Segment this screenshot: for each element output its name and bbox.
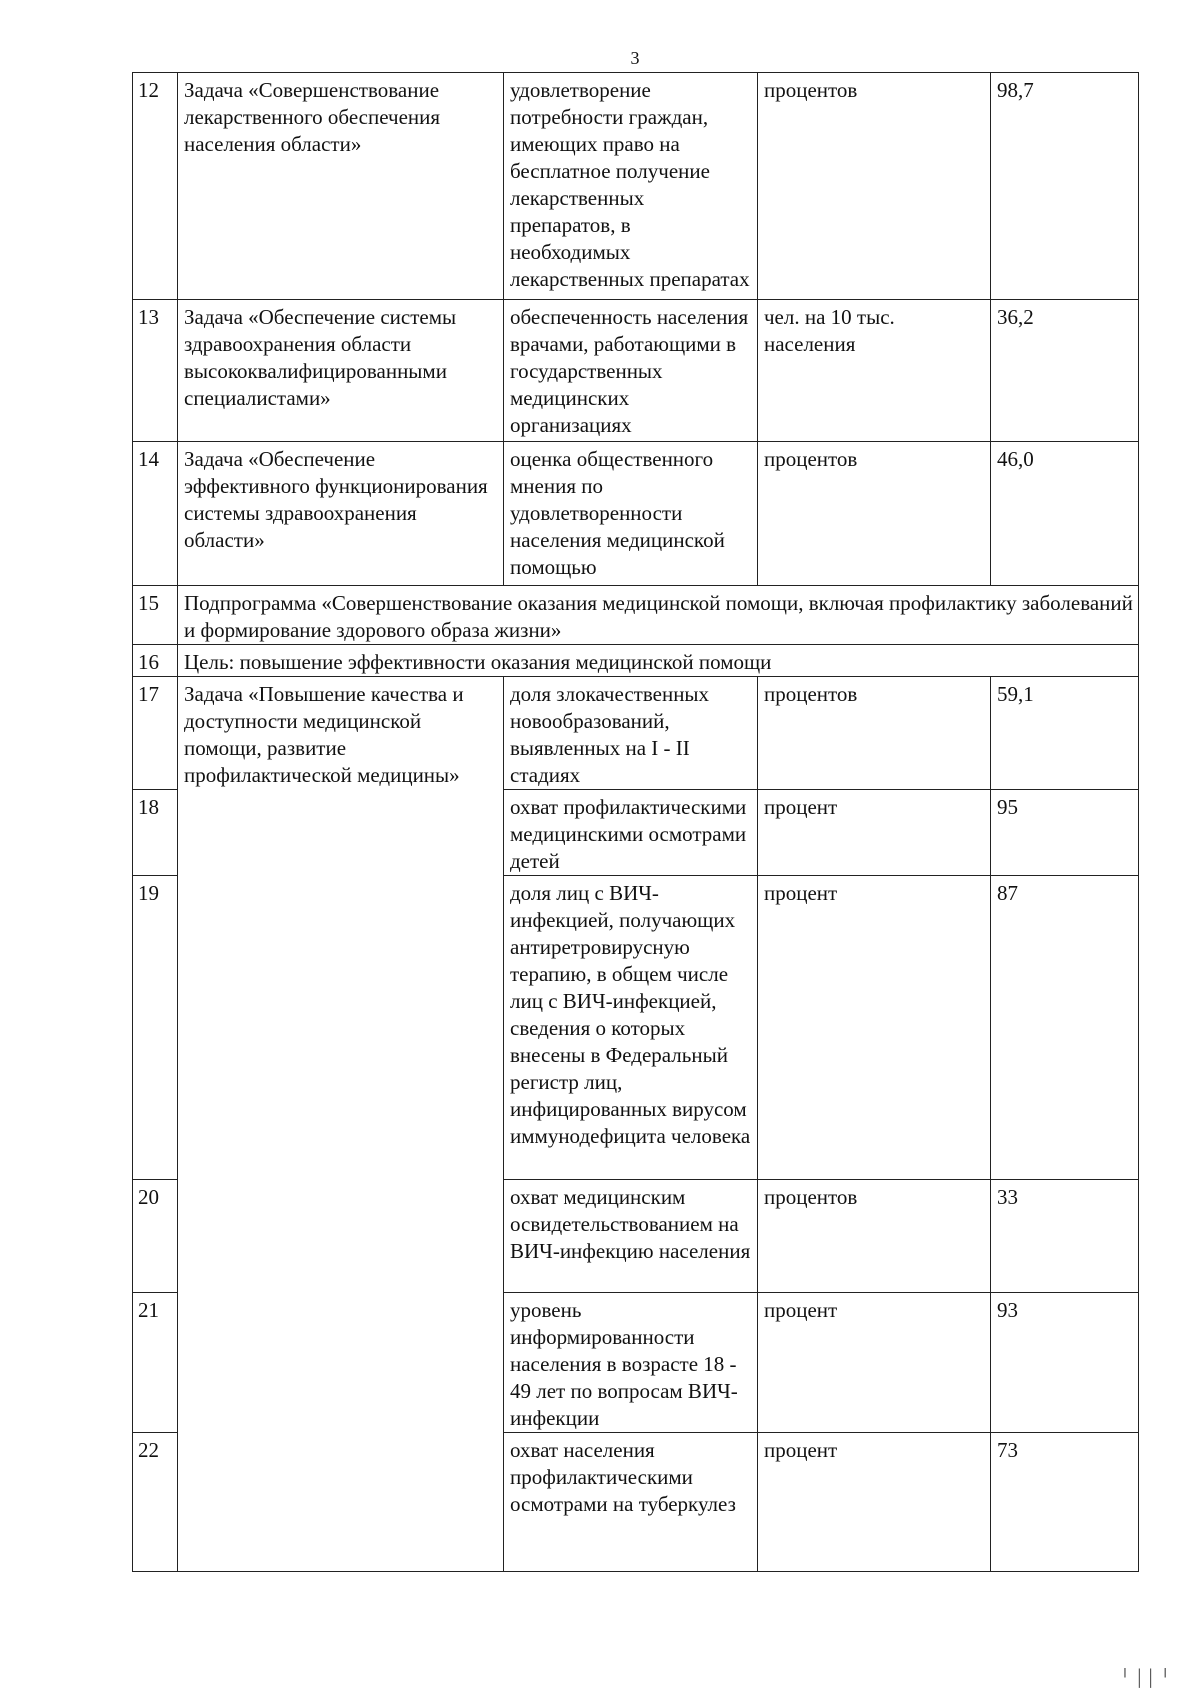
row-number: 18: [133, 790, 178, 876]
unit-cell: процент: [758, 876, 991, 1180]
task-cell: Задача «Повышение качества и доступности медицинской помощи, развитие профилактической медицины»: [178, 677, 504, 1572]
value-cell: 93: [991, 1293, 1139, 1433]
table-row: [133, 677, 1139, 790]
task-cell: Задача «Обеспечение эффективного функционирования системы здравоохранения области»: [178, 442, 504, 586]
scan-mark: ╵ ││ ╵: [1120, 1670, 1170, 1687]
value-cell: 36,2: [991, 300, 1139, 442]
row-number: 12: [133, 73, 178, 300]
value-cell: 59,1: [991, 677, 1139, 790]
unit-cell: чел. на 10 тыс. населения: [758, 300, 991, 442]
value-cell: 95: [991, 790, 1139, 876]
table-row: [133, 586, 1139, 645]
task-cell: Задача «Совершенствование лекарственного обеспечения населения области»: [178, 73, 504, 300]
indicator-cell: охват профилактическими медицинскими осмотрами детей: [504, 790, 758, 876]
indicator-cell: оценка общественного мнения по удовлетворенности населения медицинской помощью: [504, 442, 758, 586]
row-number: 19: [133, 876, 178, 1180]
row-number: 22: [133, 1433, 178, 1572]
value-cell: 33: [991, 1180, 1139, 1293]
row-number: 14: [133, 442, 178, 586]
task-cell: Задача «Обеспечение системы здравоохранения области высококвалифицированными специалистами»: [178, 300, 504, 442]
unit-cell: процентов: [758, 442, 991, 586]
value-cell: 46,0: [991, 442, 1139, 586]
subprogram-title: Подпрограмма «Совершенствование оказания медицинской помощи, включая профилактику заболеваний и формирование здорового образа жизни»: [178, 586, 1139, 645]
row-number: 15: [133, 586, 178, 645]
page-number: 3: [630, 48, 640, 68]
value-cell: 73: [991, 1433, 1139, 1572]
unit-cell: процент: [758, 1433, 991, 1572]
table-row: [133, 300, 1139, 442]
indicator-cell: обеспеченность населения врачами, работающими в государственных медицинских организациях: [504, 300, 758, 442]
indicator-cell: удовлетворение потребности граждан, имеющих право на бесплатное получение лекарственных препаратов, в необходимых лекарственных препаратах: [504, 73, 758, 300]
row-number: 20: [133, 1180, 178, 1293]
table-row: [133, 442, 1139, 586]
table-row: [133, 645, 1139, 677]
indicator-cell: уровень информированности населения в возрасте 18 - 49 лет по вопросам ВИЧ-инфекции: [504, 1293, 758, 1433]
unit-cell: процент: [758, 1293, 991, 1433]
row-number: 16: [133, 645, 178, 677]
row-number: 21: [133, 1293, 178, 1433]
row-number: 17: [133, 677, 178, 790]
indicator-cell: доля лиц с ВИЧ-инфекцией, получающих антиретровирусную терапию, в общем числе лиц с ВИЧ-инфекцией, сведения о которых внесены в Федеральный регистр лиц, инфицированных вирусом иммунодефицита человека: [504, 876, 758, 1180]
value-cell: 98,7: [991, 73, 1139, 300]
unit-cell: процентов: [758, 1180, 991, 1293]
unit-cell: процент: [758, 790, 991, 876]
indicators-table: [132, 72, 1139, 1572]
row-number: 13: [133, 300, 178, 442]
goal-text: Цель: повышение эффективности оказания медицинской помощи: [178, 645, 1139, 677]
indicator-cell: охват медицинским освидетельствованием на ВИЧ-инфекцию населения: [504, 1180, 758, 1293]
unit-cell: процентов: [758, 677, 991, 790]
indicator-cell: доля злокачественных новообразований, выявленных на I - II стадиях: [504, 677, 758, 790]
value-cell: 87: [991, 876, 1139, 1180]
unit-cell: процентов: [758, 73, 991, 300]
table-row: [133, 73, 1139, 300]
indicator-cell: охват населения профилактическими осмотрами на туберкулез: [504, 1433, 758, 1572]
